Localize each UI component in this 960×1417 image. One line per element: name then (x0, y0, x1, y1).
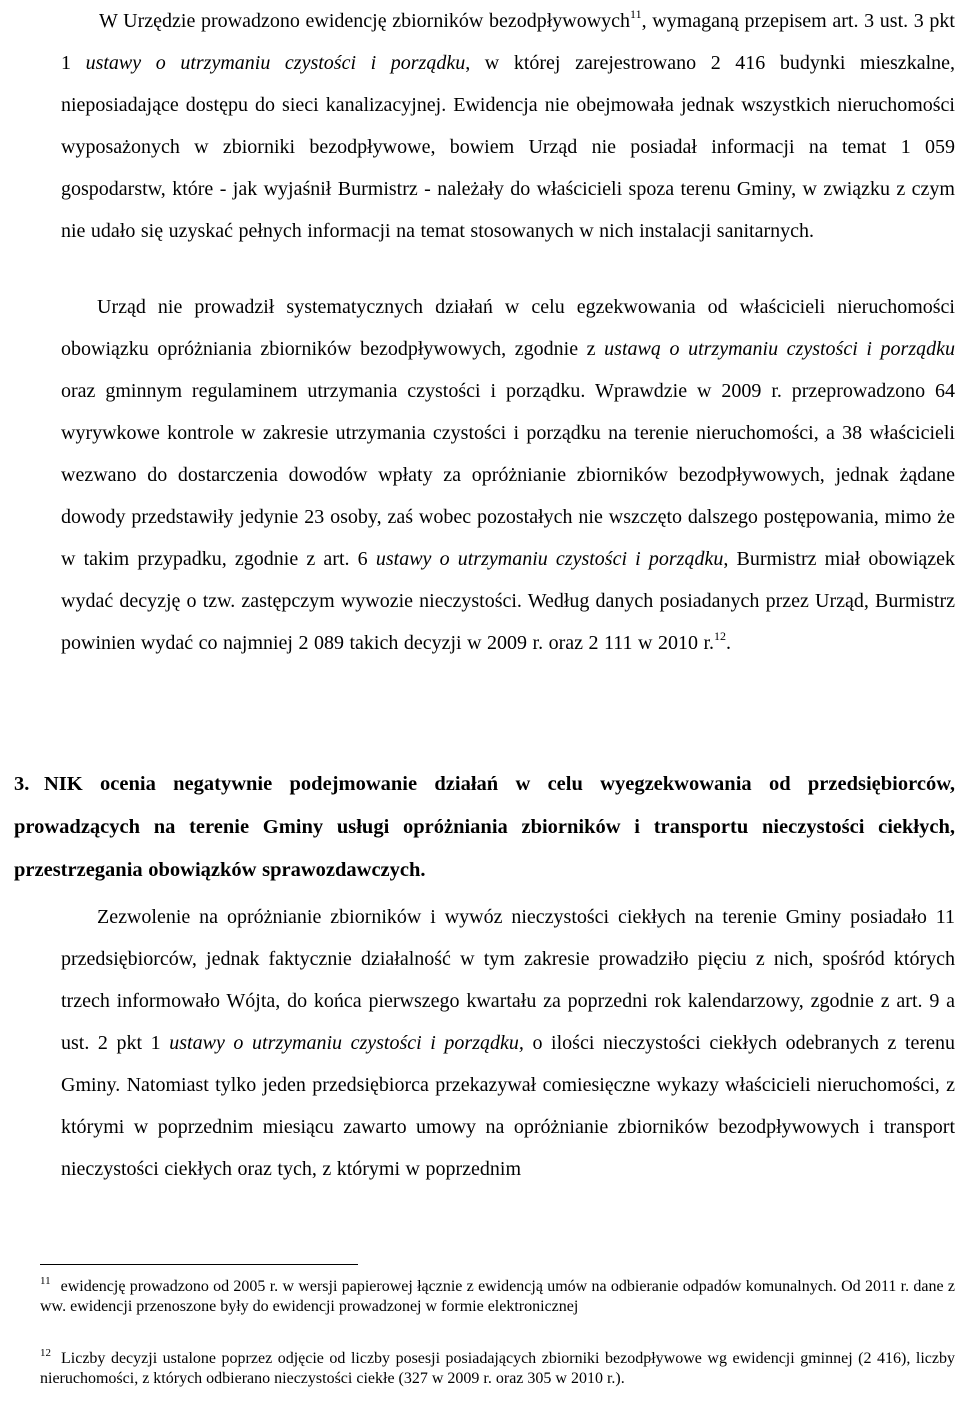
section-heading-text: NIK ocenia negatywnie podejmowanie działań w celu wyegzekwowania od przedsiębiorców, prowadzących na terenie Gminy usługi opróżniania zbiorników i transportu nieczystości ciekłych, przestrzegania obowiązków sprawozdawczych. (14, 773, 955, 881)
footnote-reference: 12 (714, 629, 727, 643)
section-heading (14, 763, 955, 892)
law-title: ustawą o utrzymaniu czystości i porządku (604, 338, 955, 360)
paragraph-text: , wymaganą przepisem art. 3 ust. 3 pkt 1 (61, 10, 955, 74)
section-number: 3. (14, 773, 30, 795)
paragraph-text: . (726, 632, 732, 654)
paragraph-text: oraz gminnym regulaminem utrzymania czystości i porządku. Wprawdzie w 2009 r. przeprowadzono 64 wyrywkowe kontrole w zakresie utrzymania czystości i porządku na terenie nieruchomości, a 38 właścicieli wezwano do dostarczenia dowodów wpłaty za opróżnianie zbiorników bezodpływowych, jednak żądane dowody przedstawiły jedynie 23 osoby, zaś wobec pozostałych nie wszczęto dalszego postępowania, mimo że w takim przypadku, zgodnie z art. 6 (61, 380, 955, 570)
law-title: ustawy o utrzymaniu czystości i porządku (375, 548, 724, 570)
paragraph-text: , w której zarejestrowano 2 416 budynki mieszkalne, nieposiadające dostępu do sieci kanalizacyjnej. Ewidencja nie obejmowała jednak wszystkich nieruchomości wyposażonych w zbiorniki bezodpływowe, bowiem Urząd nie posiadał informacji na temat 1 059 gospodarstw, które - jak wyjaśnił Burmistrz - należały do właścicieli spoza terenu Gminy, w związku z czym nie udało się uzyskać pełnych informacji na temat stosowanych w nich instalacji sanitarnych. (61, 52, 955, 242)
paragraph-enforcement (61, 286, 955, 664)
paragraph-text: Urząd nie prowadził systematycznych działań w celu egzekwowania od właścicieli nieruchomości obowiązku opróżniania zbiorników bezodpływowych, zgodnie z (61, 296, 955, 360)
footnote-separator (40, 1264, 358, 1265)
paragraph-text: Zezwolenie na opróżnianie zbiorników i wywóz nieczystości ciekłych na terenie Gminy posiadało 11 przedsiębiorców, jednak faktycznie działalność w tym zakresie prowadziło pięciu z nich, spośród których trzech informowało Wójta, do końca pierwszego kwartału za poprzedni rok kalendarzowy, zgodnie z art. 9 a ust. 2 pkt 1 (61, 906, 955, 1054)
footnote (40, 1349, 955, 1389)
footnote-text: Liczby decyzji ustalone poprzez odjęcie od liczby posesji posiadających zbiorniki bezodpływowe wg ewidencji gminnej (2 416), liczby nieruchomości, z których odbierano nieczystości ciekłe (327 w 2009 r. oraz 305 w 2010 r.). (40, 1350, 955, 1387)
footnote-mark: 12 (40, 1347, 51, 1359)
footnote-reference: 11 (630, 7, 642, 21)
paragraph-text: , Burmistrz miał obowiązek wydać decyzję o tzw. zastępczym wywozie nieczystości. Według danych posiadanych przez Urząd, Burmistrz powinien wydać co najmniej 2 089 takich decyzji w 2009 r. oraz 2 111 w 2010 r. (61, 548, 956, 654)
paragraph-text: o ilości nieczystości ciekłych odebranych z terenu Gminy. Natomiast tylko jeden przedsiębiorca przekazywał comiesięczne wykazy właścicieli nieruchomości, z którymi w poprzednim miesiącu zawarto umowy na opróżnianie zbiorników bezodpływowych i transport nieczystości ciekłych oraz tych, z którymi w poprzednim (61, 1032, 955, 1180)
paragraph-permits (61, 896, 955, 1190)
paragraph-registry (61, 0, 955, 252)
footnote (40, 1277, 955, 1317)
footnote-text: ewidencję prowadzono od 2005 r. w wersji papierowej łącznie z ewidencją umów na odbieranie odpadów komunalnych. Od 2011 r. dane z ww. ewidencji przenoszone były do ewidencji prowadzonej w formie elektronicznej (40, 1278, 955, 1315)
paragraph-text: W Urzędzie prowadzono ewidencję zbiorników bezodpływowych (99, 10, 631, 32)
law-title: ustawy o utrzymaniu czystości i porządku, (169, 1032, 524, 1054)
law-title: ustawy o utrzymaniu czystości i porządku (85, 52, 466, 74)
footnote-mark: 11 (40, 1275, 51, 1287)
